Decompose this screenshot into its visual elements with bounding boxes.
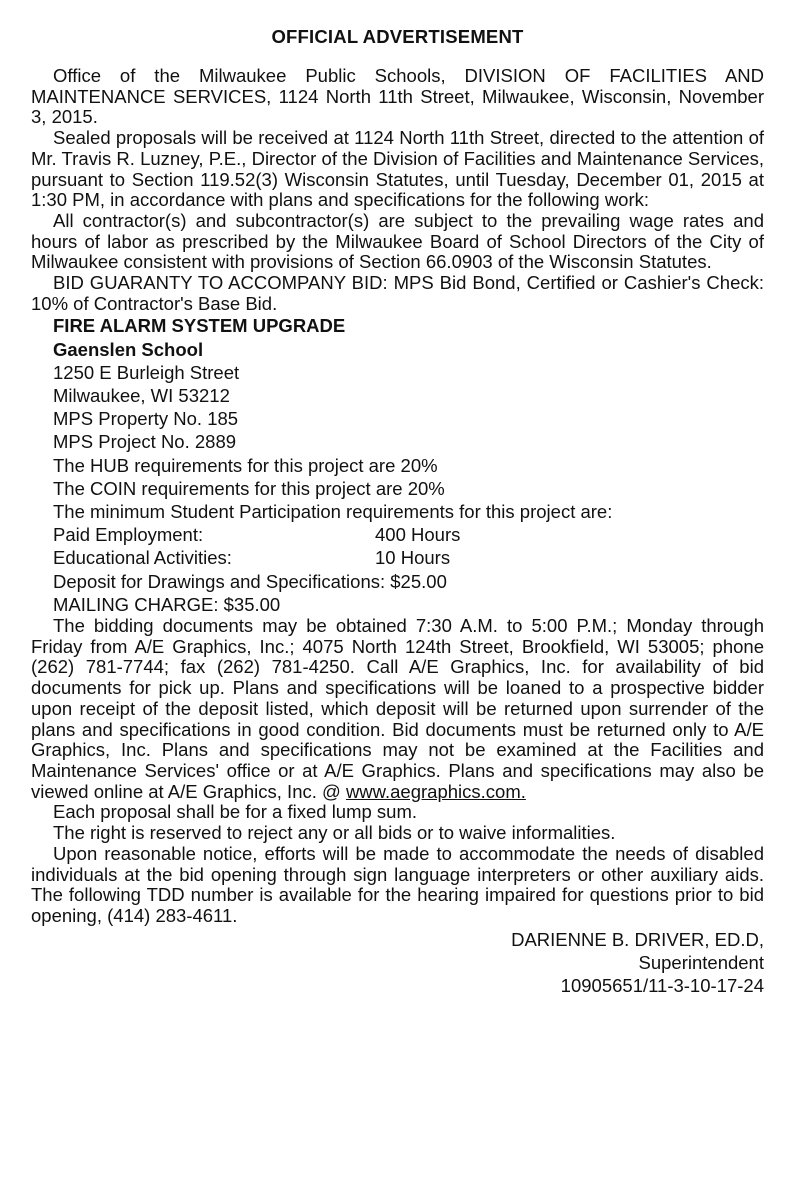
project-details	[31, 314, 764, 616]
signature-block	[31, 928, 764, 998]
project-number: MPS Project No. 2889	[53, 431, 237, 453]
mailing-charge: MAILING CHARGE: $35.00	[53, 593, 281, 615]
educational-activities-value: 10 Hours	[375, 547, 451, 569]
office-paragraph: Office of the Milwaukee Public Schools, DIVISION OF FACILITIES AND MAINTENANCE SERVICES, 1124 North 11th Street, Milwaukee, Wisconsin, November 3, 2015.	[31, 65, 764, 128]
student-participation-requirement: The minimum Student Participation requirements for this project are:	[53, 501, 613, 523]
paid-employment-label: Paid Employment:	[53, 524, 204, 546]
signatory-role: Superintendent	[638, 951, 764, 973]
bidding-documents-paragraph	[31, 616, 764, 802]
aegraphics-link[interactable]: www.aegraphics.com.	[345, 780, 526, 802]
school-address-street: 1250 E Burleigh Street	[53, 361, 240, 383]
property-number: MPS Property No. 185	[53, 408, 239, 430]
paid-employment-value: 400 Hours	[375, 524, 461, 546]
coin-requirement: The COIN requirements for this project are 20%	[53, 477, 445, 499]
signatory-name: DARIENNE B. DRIVER, ED.D,	[511, 928, 764, 950]
bid-guaranty-paragraph: BID GUARANTY TO ACCOMPANY BID: MPS Bid Bond, Certified or Cashier's Check: 10% of Contractor's Base Bid.	[31, 272, 764, 314]
accommodation-paragraph: Upon reasonable notice, efforts will be made to accommodate the needs of disabled individuals at the bid opening through sign language interpreters or other auxiliary aids. The following TDD number is available for the hearing impaired for questions prior to bid opening, (414) 283-4611.	[31, 842, 764, 926]
lump-sum-paragraph: Each proposal shall be for a fixed lump sum.	[53, 801, 418, 823]
deposit-charge: Deposit for Drawings and Specifications: $25.00	[53, 570, 447, 592]
educational-activities-label: Educational Activities:	[53, 547, 232, 569]
right-reserved-paragraph: The right is reserved to reject any or all bids or to waive informalities.	[53, 822, 616, 844]
bidding-documents-text: The bidding documents may be obtained 7:30 A.M. to 5:00 P.M.; Monday through Friday from A/E Graphics, Inc.; 4075 North 124th Street, Brookfield, WI 53005; phone (262) 781-7744; fax (262) 781-4250. Call A/E Graphics, Inc. for availability of bid documents for pick up. Plans and specifications will be loaned to a prospective bidder upon receipt of the deposit listed, which deposit will be returned upon surrender of the plans and specifications in good condition. Bid documents must be returned only to A/E Graphics, Inc. Plans and specifications may not be examined at the Facilities and Maintenance Services' office or at A/E Graphics. Plans and specifications may also be viewed online at A/E Graphics, Inc. @	[31, 615, 764, 802]
project-name: FIRE ALARM SYSTEM UPGRADE	[53, 315, 346, 337]
school-address-city: Milwaukee, WI 53212	[53, 385, 230, 407]
hub-requirement: The HUB requirements for this project are 20%	[53, 454, 438, 476]
advertisement-title: OFFICIAL ADVERTISEMENT	[271, 26, 524, 47]
prevailing-wage-paragraph: All contractor(s) and subcontractor(s) are subject to the prevailing wage rates and hours of labor as prescribed by the Milwaukee Board of School Directors of the City of Milwaukee consistent with provisions of Section 66.0903 of the Wisconsin Statutes.	[31, 209, 764, 273]
educational-activities-row	[53, 546, 764, 569]
paid-employment-row	[53, 523, 764, 546]
school-name: Gaenslen School	[53, 338, 204, 360]
reference-number: 10905651/11-3-10-17-24	[560, 975, 764, 997]
sealed-proposals-paragraph: Sealed proposals will be received at 1124 North 11th Street, directed to the attention of Mr. Travis R. Luzney, P.E., Director of the Division of Facilities and Maintenance Services, pursuant to Section 119.52(3) Wisconsin Statutes, until Tuesday, December 01, 2015 at 1:30 PM, in accordance with plans and specifications for the following work:	[31, 127, 764, 211]
